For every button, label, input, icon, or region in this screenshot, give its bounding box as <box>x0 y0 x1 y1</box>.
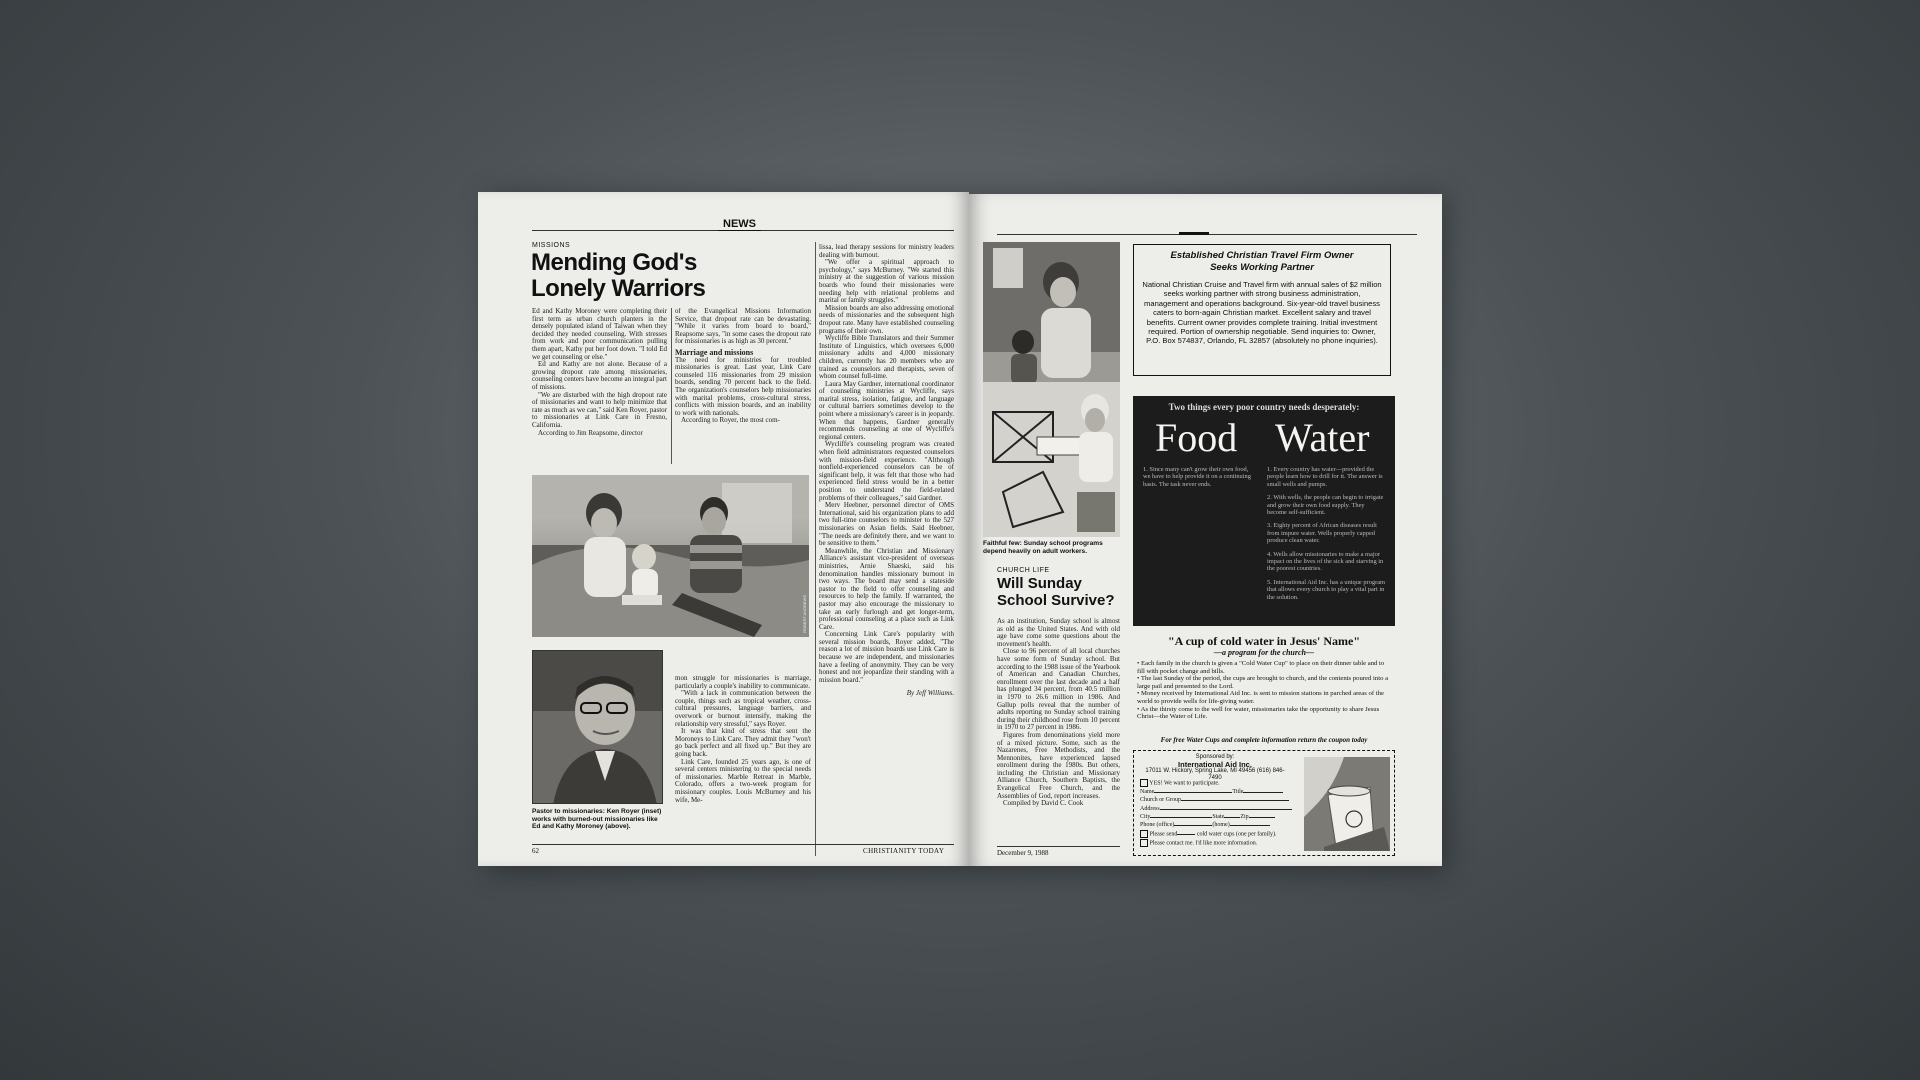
home-label: (home) <box>1212 822 1230 829</box>
contact-checkbox[interactable] <box>1140 839 1148 847</box>
article-column-2-top <box>675 308 811 466</box>
travel-ad-title <box>1142 250 1382 274</box>
travel-ad-title-line-1: Established Christian Travel Firm Owner <box>1170 250 1354 261</box>
paragraph: Meanwhile, the Christian and Missionary Alliance's assistant vice-president of overseas ministries, Arnie Shaeski, said his denomination handles missionary burnout in two ways. The board may send a stateside pastor to the field to offer counseling and resources to help the family. If warranted, the pastor may also encourage the missionary to take an early furlough and get longer-term, professional counseling at a place such as Link Care. <box>819 546 954 631</box>
paragraph: Ed and Kathy are not alone. Because of a growing dropout rate among missionaries, counseling centers have become an integral part of missions. <box>532 360 667 391</box>
water-word: Water <box>1275 415 1370 460</box>
coupon-form <box>1140 779 1300 847</box>
left-page <box>478 192 969 866</box>
water-point: 3. Eighty percent of African diseases result from impure water. Wells properly capped produce clean water. <box>1267 522 1377 545</box>
bottom-rule <box>532 844 954 845</box>
send-row[interactable] <box>1140 830 1300 839</box>
family-photo-art <box>532 475 809 637</box>
paragraph: According to Royer, the most com- <box>681 416 780 425</box>
top-rule-tab <box>1179 232 1209 235</box>
paragraph: Ed and Kathy Moroney were completing their first term as urban church planters in the densely populated island of Taiwan when they decided they needed counseling. With stresses from work and poor communication pulling them apart, Kathy put her foot down. "I told Ed we get counseling or else." <box>532 308 667 361</box>
name-field[interactable] <box>1154 792 1232 793</box>
photo-caption: Faithful few: Sunday school programs depend heavily on adult workers. <box>983 540 1103 555</box>
yes-checkbox[interactable] <box>1140 779 1148 787</box>
food-water-header: Two things every poor country needs desperately: <box>1168 402 1360 412</box>
cup-bullet-text: Each family in the church is given a "Cold Water Cup" to place on their dinner table and to fill with pocket change and bills. <box>1137 660 1385 675</box>
name-row[interactable] <box>1140 788 1300 796</box>
folio-title: CHRISTIANITY TODAY <box>863 847 945 855</box>
church-row[interactable] <box>1140 796 1300 804</box>
headline-line-2: Lonely Warriors <box>531 275 706 302</box>
water-point: 1. Every country has water—provided the people learn how to drill for it. The answer is small wells and pumps. <box>1267 466 1383 488</box>
coupon-header <box>1140 754 1290 782</box>
cup-bullet: • The last Sunday of the period, the cups are brought to church, and the contents poured into a large pail and presented to the Lord. <box>1137 675 1389 690</box>
state-field[interactable] <box>1224 817 1240 818</box>
paragraph: Laura May Gardner, international coordinator of counseling ministries at Wycliffe, says marital stress, isolation, fatigue, and language or cultural barriers sometimes develop to the point where a missionary's career is in jeopardy. When that happens, Gardner generally recommends counseling at one of Wycliffe's regional centers. <box>819 379 954 441</box>
cup-bullet-text: As the thirsty come to the well for water, missionaries take the opportunity to share Jesus Christ—the Water of Life. <box>1137 705 1380 721</box>
food-word: Food <box>1155 415 1238 460</box>
travel-ad-title-line-2: Seeks Working Partner <box>1210 262 1314 273</box>
state-label: State <box>1212 814 1225 820</box>
kicker-missions: MISSIONS <box>532 242 571 249</box>
headline <box>997 575 1115 609</box>
zip-field[interactable] <box>1249 817 1275 818</box>
city-label: City <box>1140 814 1151 820</box>
phone-label: Phone (office) <box>1140 822 1175 829</box>
cup-bullet-text: The last Sunday of the period, the cups are brought to church, and the contents poured into a large pail and presented to the Lord. <box>1137 675 1389 690</box>
coupon-sponsor: Sponsored by: <box>1195 754 1235 760</box>
photo-caption: Pastor to missionaries: Ken Royer (inset) works with burned-out missionaries like Ed and Kathy Moroney (above). <box>532 808 662 831</box>
water-point: 2. With wells, the people can begin to irrigate and grow their own food supply. They become self-sufficient. <box>1267 494 1384 517</box>
royer-portrait <box>532 650 663 804</box>
paragraph: lissa, lead therapy sessions for ministry leaders dealing with burnout. <box>819 244 954 259</box>
paragraph: The need for ministries for troubled missionaries is great. Last year, Link Care counseled 116 missionaries from 29 mission boards, sending 70 percent back to the field. The organization's counselors help missionaries with marital problems, cross-cultural stress, conflicts with mission boards, and an inability to work with nationals. <box>675 355 811 417</box>
address-label: Address <box>1140 805 1160 812</box>
paragraph: Link Care, founded 25 years ago, is one of several centers ministering to the special needs of missionaries. Marble Retreat in Marble, Colorado, offers a two-week program for missionary couples. Louis McBurney and his wife, Me- <box>675 757 811 804</box>
paragraph: Compiled by David C. Cook <box>1003 799 1084 808</box>
paragraph: "We are disturbed with the high dropout rate of missionaries and want to help minimize that rate as much as we can," said Ken Royer, pastor to missionaries at Link Care in Fresno, California. <box>532 390 667 429</box>
paragraph: "With a lack in communication between the couple, things such as tropical weather, cross-cultural pressures, language barriers, and overwork or burnout intensify, making the relationship very stressful," says Royer. <box>675 689 811 728</box>
paragraph: Merv Heebner, personnel director of OMS International, said his organization plans to add two full-time counselors to minister to the 527 missionaries on Asian fields. Said Heebner, "The needs are definitely there, and we want to be sensitive to them." <box>819 501 954 548</box>
address-row[interactable] <box>1140 805 1300 813</box>
church-label: Church or Group <box>1140 797 1181 804</box>
church-field[interactable] <box>1181 800 1289 801</box>
article-column-3 <box>819 244 954 844</box>
sunday-school-photo <box>983 242 1120 537</box>
cup-bullet: • As the thirsty come to the well for water, missionaries take the opportunity to share Jesus Christ—the Water of Life. <box>1137 705 1380 721</box>
article-column-2-bottom <box>675 675 811 855</box>
coupon-address: 17011 W. Hickory, Spring Lake, MI 49456 (616) 846-7490 <box>1145 768 1285 781</box>
water-cup-photo <box>1304 757 1390 851</box>
water-points <box>1267 466 1385 601</box>
send-checkbox[interactable] <box>1140 830 1148 838</box>
phone-row[interactable] <box>1140 821 1300 829</box>
address-field[interactable] <box>1160 809 1292 810</box>
portrait-art <box>533 651 663 804</box>
column-divider <box>671 308 672 464</box>
cup-subtitle: —a program for the church— <box>1213 648 1314 657</box>
subhead: Marriage and missions <box>675 347 754 357</box>
send-label: Please send <box>1149 831 1178 838</box>
paragraph: Mission boards are also addressing emotional needs of missionaries and the subsequent high dropout rate. Many have established counseling programs of their own. <box>819 303 954 335</box>
byline: By Jeff Williams. <box>906 689 954 698</box>
page-number: 62 <box>532 847 539 855</box>
paragraph: As an institution, Sunday school is almost as old as the United States. And with old age have come some questions about the movement's health. <box>997 618 1120 648</box>
paragraph: mon struggle for missionaries is marriage, particularly a couple's inability to communicate. <box>675 675 811 690</box>
yes-label: YES! We want to participate. <box>1149 780 1220 787</box>
kicker-church-life: CHURCH LIFE <box>997 567 1050 574</box>
headline-line-1: Mending God's <box>531 249 697 276</box>
photo-credit: ROBERT ANDREWS <box>802 595 807 633</box>
phone-home-field[interactable] <box>1230 825 1270 826</box>
headline-line-1: Will Sunday <box>997 575 1082 592</box>
contact-row[interactable] <box>1140 839 1300 848</box>
title-field[interactable] <box>1243 792 1283 793</box>
food-points <box>1143 466 1255 488</box>
article-column-1 <box>532 308 667 466</box>
paragraph: According to Jim Reapsome, director <box>538 428 643 437</box>
city-field[interactable] <box>1150 817 1212 818</box>
coupon <box>1133 750 1395 856</box>
cup-bullet-text: Money received by International Aid Inc. is sent to mission stations in parched areas of the world to provide wells for life-giving water. <box>1137 690 1384 705</box>
name-label: Name <box>1140 788 1155 795</box>
cups-quantity-field[interactable] <box>1177 834 1195 835</box>
paragraph: It was that kind of stress that sent the Moroneys to Link Care. They admit they "won't go back perfect and all fixed up." But they are going back. <box>675 727 811 758</box>
coupon-yes-row[interactable] <box>1140 779 1300 788</box>
paragraph: Concerning Link Care's popularity with several mission boards, Royer added, "The reason a lot of mission boards use Link Care is because we are independent, and missionaries have a feeling of anonymity. They can be very honest and not jeopardize their standing with a mission board." <box>819 630 954 684</box>
family-photo <box>532 475 809 637</box>
cup-bullet: • Each family in the church is given a "Cold Water Cup" to place on their dinner table and to fill with pocket change and bills. <box>1137 660 1385 675</box>
paragraph: "We offer a spiritual approach to psychology," says McBurney. "We started this ministry at the suggestion of various mission boards who found their missionaries were needing help with relational problems and marital or family struggles." <box>819 258 954 305</box>
paragraph: Close to 96 percent of all local churches have some form of Sunday school. But according to the 1988 issue of the Yearbook of American and Canadian Churches, enrollment over the last decade and a half has plunged 34 percent, from 40.5 million in 1970 to 26.6 million in 1986. And Gallup polls reveal that the number of adults reporting no Sunday school training during their childhood rose from 10 percent in 1970 to 27 percent in 1986. <box>997 647 1120 732</box>
bottom-rule <box>997 846 1120 847</box>
column-divider <box>815 242 816 856</box>
water-point: 5. International Aid Inc. has a unique program that allows every church to play a vital part in the solution. <box>1267 578 1386 601</box>
folio-date: December 9, 1988 <box>997 849 1049 857</box>
cup-bullet: • Money received by International Aid Inc. is sent to mission stations in parched areas of the world to provide wells for life-giving water. <box>1137 690 1384 705</box>
contact-label: Please contact me. I'd like more information. <box>1149 839 1258 846</box>
paragraph: Figures from denominations yield more of a mixed picture. Some, such as the Nazarenes, Free Methodists, and the Mennonites, have experienced lapsed enrollment during the 1980s. But others, including the Christian and Missionary Alliance Church, Southern Baptists, the Evangelical Free Church, and the Assemblies of God, report increases. <box>997 730 1120 800</box>
classroom-photo-art <box>983 242 1120 537</box>
cup-bullets <box>1137 660 1393 721</box>
paragraph: Wycliffe Bible Translators and their Summer Institute of Linguistics, which oversees 6,000 missionary adults and 4,000 missionary children, currently has 20 members who are trained as counselors and therapists, seven of whom counsel full-time. <box>819 334 954 381</box>
phone-office-field[interactable] <box>1174 825 1212 826</box>
paragraph: Wycliffe's counseling program was created when field administrators requested counselors with mission-field experience. "Although nonfield-experienced counselors can be of significant help, it was felt that those who had experienced field stress would be in a better position to understand the field-related problems of their colleagues," said Gardner. <box>819 440 954 502</box>
city-row[interactable] <box>1140 813 1300 821</box>
water-point: 4. Wells allow missionaries to make a major impact on the lives of the sick and starving in the poorest countries. <box>1267 550 1384 573</box>
title-label: Title <box>1232 788 1244 795</box>
right-page <box>969 194 1442 866</box>
send-tail-label: cold water cups (one per family). <box>1196 831 1277 838</box>
food-point: 1. Since many can't grow their own food, we have to help provide it on a continuing basis. The task never ends. <box>1143 466 1251 488</box>
water-cup-art <box>1304 757 1390 851</box>
section-label: NEWS <box>718 218 761 231</box>
paragraph: of the Evangelical Missions Information Service, that dropout rate can be devastating. "While it varies from board to board," Reapsome says, "in some cases the dropout rate for missionaries is as high as 30 percent." <box>675 308 811 346</box>
headline-line-2: School Survive? <box>997 592 1115 609</box>
zip-label: Zip <box>1240 814 1249 820</box>
food-water-ad <box>1133 396 1395 626</box>
headline <box>531 250 705 302</box>
cup-footer: For free Water Cups and complete information return the coupon today <box>1160 736 1368 744</box>
sunday-school-article <box>997 618 1120 846</box>
travel-ad <box>1133 244 1391 376</box>
travel-ad-body: National Christian Cruise and Travel firm with annual sales of $2 million seeks working partner with strong business administration, management and operations background. Six-year-old travel business caters to born-again Christian market. Excellent salary and travel benefits. Current owner provides complete training. Initial investment required. Portion of ownership negotiable. Send inquiries to: Owner, P.O. Box 574837, Orlando, FL 32857 (absolutely no phone inquiries). <box>1142 280 1382 346</box>
coupon-org: International Aid Inc. <box>1178 760 1252 769</box>
cup-title: "A cup of cold water in Jesus' Name" <box>1167 634 1361 648</box>
